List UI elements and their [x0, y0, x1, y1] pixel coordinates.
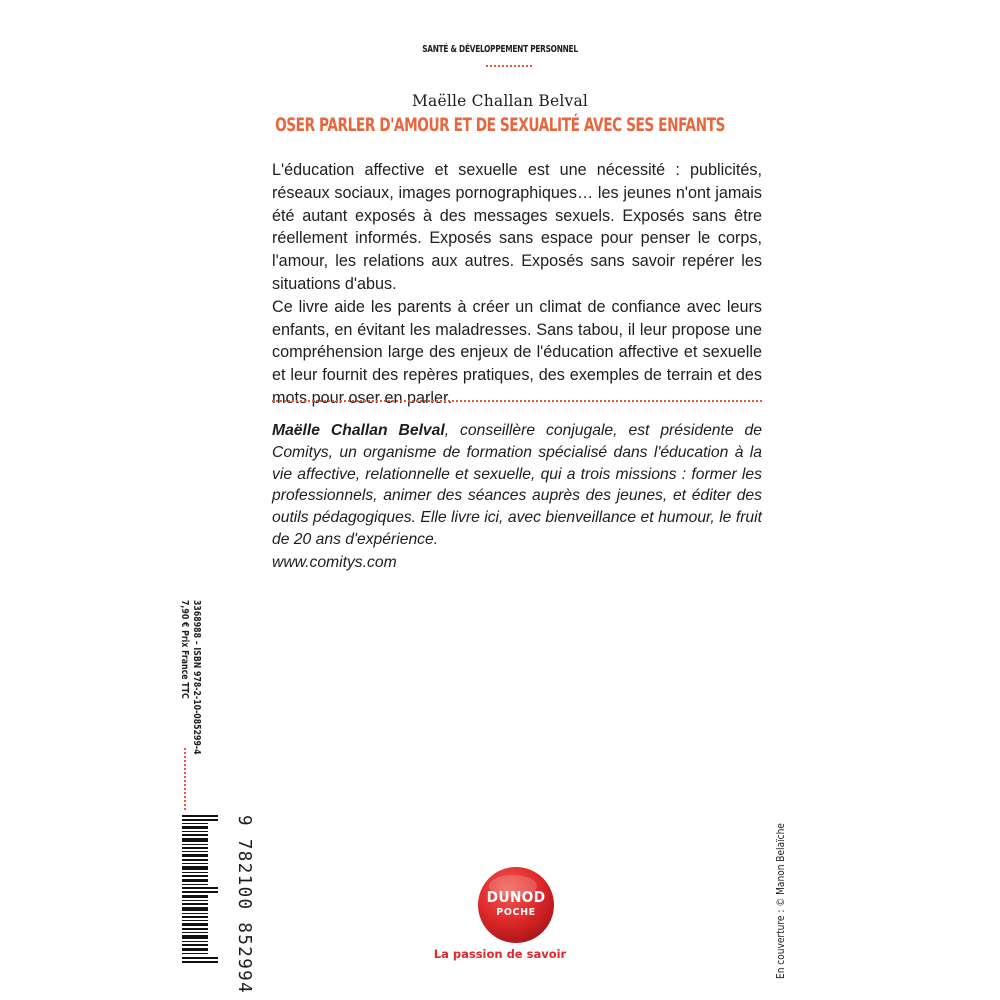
dotted-divider-vertical	[184, 748, 186, 810]
barcode	[182, 815, 218, 965]
isbn-info	[179, 600, 244, 755]
dunod-poche-logo	[477, 866, 555, 944]
collection-label: SANTÉ & DÉVELOPPEMENT PERSONNEL	[422, 44, 578, 55]
price-line: 7,90 € Prix France TTC	[179, 600, 190, 699]
website-link[interactable]: www.comitys.com	[272, 554, 397, 571]
barcode-bars	[182, 815, 218, 963]
isbn-line: 3368988 – ISBN 978-2-10-085299-4	[191, 600, 202, 755]
bio-author-name: Maëlle Challan Belval	[272, 422, 445, 439]
author-bio	[272, 420, 762, 551]
author-name: Maëlle Challan Belval	[411, 92, 589, 110]
bio-text: , conseillère conjugale, est présidente de Comitys, un organisme de formation spécialisé dans l'éducation à la vie affective, relationnelle et sexuelle, qui a trois missions : former les professionnels, animer des séances auprès des jeunes, et éditer des outils pédagogiques. Elle livre ici, avec bienveillance et humour, le fruit de 20 ans d'expérience.	[272, 422, 762, 548]
logo-text-poche: POCHE	[496, 907, 536, 918]
cover-credit: En couverture : © Manon Belaïche	[775, 823, 787, 979]
book-blurb	[272, 159, 762, 410]
book-title: OSER PARLER D'AMOUR ET DE SEXUALITÉ AVEC SES ENFANTS	[275, 114, 725, 136]
dotted-divider-top	[486, 65, 532, 67]
blurb-paragraph: Ce livre aide les parents à créer un climat de confiance avec leurs enfants, en évitant les maladresses. Sans tabou, il leur propose une compréhension large des enjeux de l'éducation affective et sexuelle et leur fournit des repères pratiques, des exemples de terrain et des mots pour oser en parler.	[272, 297, 762, 407]
barcode-digits: 9 782100 852994	[234, 815, 254, 995]
logo-text-dunod: DUNOD	[486, 888, 546, 906]
publisher-tagline: La passion de savoir	[433, 947, 567, 961]
blurb-paragraph: L'éducation affective et sexuelle est une nécessité : publicités, réseaux sociaux, images pornographiques… les jeunes n'ont jamais été autant exposés à des messages sexuels. Exposés sans être réellement informés. Exposés sans espace pour penser le corps, l'amour, les relations aux autres. Exposés sans savoir repérer les situations d'abus.	[272, 161, 762, 293]
dotted-divider-middle	[272, 400, 762, 402]
